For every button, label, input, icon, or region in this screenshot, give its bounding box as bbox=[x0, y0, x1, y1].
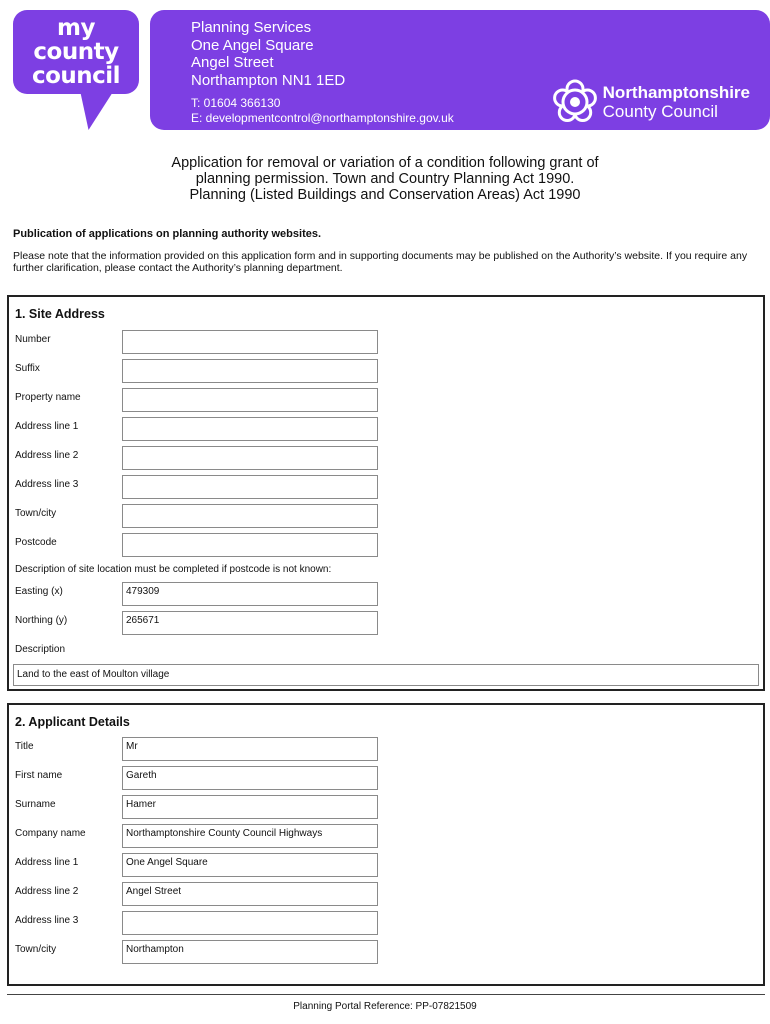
field-label: Address line 1 bbox=[15, 857, 79, 868]
site-description-input[interactable]: Land to the east of Moulton village bbox=[13, 664, 759, 686]
applicant-surname-input[interactable]: Hamer bbox=[122, 795, 378, 819]
telephone: T: 01604 366130 bbox=[191, 96, 281, 110]
section-heading: 1. Site Address bbox=[15, 307, 105, 321]
logo-text bbox=[13, 16, 139, 88]
applicant-details-section bbox=[7, 703, 765, 986]
field-label: Company name bbox=[15, 828, 86, 839]
field-label: First name bbox=[15, 770, 63, 781]
field-label: Town/city bbox=[15, 944, 57, 955]
field-label: Easting (x) bbox=[15, 586, 63, 597]
portal-reference: Planning Portal Reference: PP-07821509 bbox=[293, 1001, 477, 1012]
address-line: Northampton NN1 1ED bbox=[191, 71, 346, 89]
location-note: Description of site location must be completed if postcode is not known: bbox=[15, 564, 332, 575]
address-line: Angel Street bbox=[191, 54, 274, 71]
applicant-title-input[interactable]: Mr bbox=[122, 737, 378, 761]
field-label: Address line 3 bbox=[15, 915, 79, 926]
field-label: Northing (y) bbox=[15, 615, 68, 626]
applicant-address-line2-input[interactable]: Angel Street bbox=[122, 882, 378, 906]
office-address bbox=[191, 19, 345, 89]
field-label: Town/city bbox=[15, 508, 57, 519]
field-label: Title bbox=[15, 741, 34, 752]
site-town-input[interactable] bbox=[122, 504, 378, 528]
site-address-line2-input[interactable] bbox=[122, 446, 378, 470]
applicant-company-input[interactable]: Northamptonshire County Council Highways bbox=[122, 824, 378, 848]
logo-line-county: county bbox=[33, 39, 119, 65]
address-line: Planning Services bbox=[191, 19, 312, 36]
council-name-line1: Northamptonshire bbox=[602, 83, 750, 102]
title-line: planning permission. Town and Country Planning Act 1990. bbox=[195, 171, 575, 187]
applicant-first-name-input[interactable]: Gareth bbox=[122, 766, 378, 790]
site-number-input[interactable] bbox=[122, 330, 378, 354]
publication-heading: Publication of applications on planning authority websites. bbox=[13, 228, 322, 240]
applicant-address-line3-input[interactable] bbox=[122, 911, 378, 935]
form-title bbox=[0, 155, 770, 203]
contact-banner bbox=[150, 10, 770, 130]
logo-speech-tail bbox=[71, 88, 116, 130]
site-address-section bbox=[7, 295, 765, 691]
footer-divider bbox=[7, 994, 765, 995]
council-name-line2: County Council bbox=[602, 102, 718, 121]
field-label: Address line 2 bbox=[15, 886, 79, 897]
easting-input[interactable]: 479309 bbox=[122, 582, 378, 606]
title-line: Planning (Listed Buildings and Conservation Areas) Act 1990 bbox=[189, 187, 581, 203]
applicant-town-input[interactable]: Northampton bbox=[122, 940, 378, 964]
site-suffix-input[interactable] bbox=[122, 359, 378, 383]
field-label: Address line 3 bbox=[15, 479, 79, 490]
field-label: Postcode bbox=[15, 537, 57, 548]
field-label: Property name bbox=[15, 392, 81, 403]
address-line: One Angel Square bbox=[191, 36, 314, 54]
site-address-line1-input[interactable] bbox=[122, 417, 378, 441]
site-property-name-input[interactable] bbox=[122, 388, 378, 412]
field-label: Number bbox=[15, 334, 51, 345]
logo-line-council: council bbox=[31, 63, 121, 89]
publication-notice: Please note that the information provided on this application form and in supporting documents may be published on the Authority’s website. If you require any further clarification, please contact the Authority’s planning department. bbox=[13, 250, 748, 274]
description-label: Description bbox=[15, 644, 66, 655]
title-line: Application for removal or variation of a condition following grant of bbox=[171, 155, 599, 171]
logo-line-my: my bbox=[57, 15, 95, 41]
my-county-council-logo bbox=[13, 10, 139, 94]
county-council-brand bbox=[551, 78, 750, 126]
site-postcode-input[interactable] bbox=[122, 533, 378, 557]
site-address-line3-input[interactable] bbox=[122, 475, 378, 499]
email-address: E: developmentcontrol@northamptonshire.gov.uk bbox=[191, 111, 454, 125]
contact-details bbox=[191, 96, 454, 126]
field-label: Address line 1 bbox=[15, 421, 79, 432]
field-label: Suffix bbox=[15, 363, 40, 374]
field-label: Address line 2 bbox=[15, 450, 79, 461]
northing-input[interactable]: 265671 bbox=[122, 611, 378, 635]
section-heading: 2. Applicant Details bbox=[15, 715, 130, 729]
applicant-address-line1-input[interactable]: One Angel Square bbox=[122, 853, 378, 877]
rose-emblem-icon bbox=[551, 78, 599, 126]
field-label: Surname bbox=[15, 799, 56, 810]
